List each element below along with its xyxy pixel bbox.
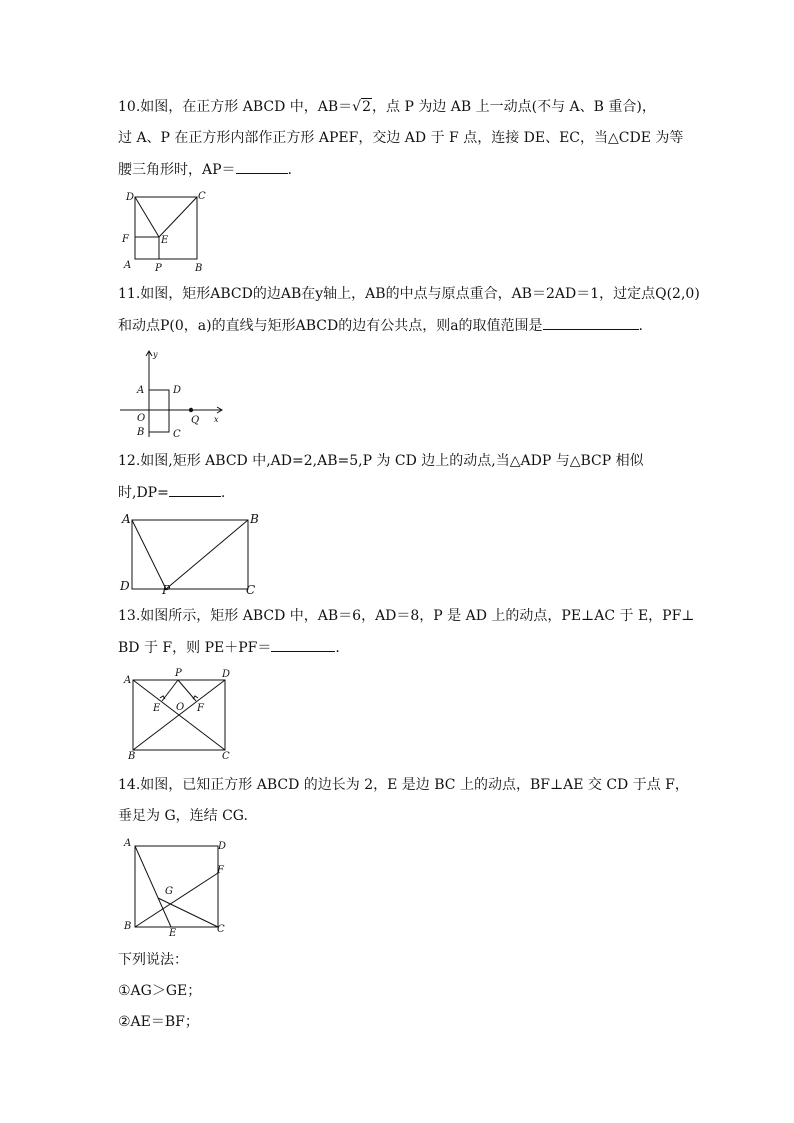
- q11-line2: [118, 315, 643, 336]
- q14-line2: 垂足为 G，连结 CG.: [118, 808, 248, 824]
- label-b: B: [124, 921, 132, 932]
- q11-figure: [118, 345, 228, 440]
- q11-line1: 11.如图，矩形ABCD的边AB在y轴上，AB的中点与原点重合，AB＝2AD＝1，过定点Q(2,0): [118, 286, 700, 302]
- square-abcd: [135, 846, 218, 927]
- q10-line1-b: ，点 P 为边 AB 上一动点(不与 A、B 重合)，: [372, 99, 656, 115]
- label-a: A: [124, 260, 132, 271]
- q11-line2-b: .: [638, 318, 643, 334]
- right-angle-e: [160, 696, 165, 699]
- label-o: O: [137, 413, 146, 424]
- label-p: P: [175, 668, 182, 679]
- label-d: D: [218, 841, 227, 852]
- sqrt-value: 2: [362, 99, 372, 115]
- label-e: E: [153, 703, 161, 714]
- q12-line1: 12.如图,矩形 ABCD 中,AD=2,AB=5,P 为 CD 边上的动点,当△ADP 与△BCP 相似: [118, 453, 644, 469]
- label-b: B: [195, 263, 203, 274]
- rectangle-abcd: [149, 390, 169, 432]
- q14-option-1: ①AG＞GE；: [118, 983, 202, 999]
- answer-blank: [169, 482, 221, 497]
- label-b: B: [250, 512, 259, 526]
- q14-line1: 14.如图，已知正方形 ABCD 的边长为 2，E 是边 BC 上的动点，BF⊥AE 交 CD 于点 F，: [118, 777, 689, 793]
- label-c: C: [246, 583, 256, 597]
- q11-line2-a: 和动点P(0，a)的直线与矩形ABCD的边有公共点，则a的取值范围是: [118, 318, 543, 334]
- q10-line3: [118, 159, 292, 180]
- label-d: D: [173, 385, 182, 396]
- label-c: C: [198, 191, 206, 202]
- q13-line1: 13.如图所示，矩形 ABCD 中，AB＝6，AD＝8，P 是 AD 上的动点，PE⊥AC 于 E，PF⊥: [118, 608, 695, 624]
- label-g: G: [165, 886, 173, 897]
- q10-line3-b: .: [287, 162, 292, 178]
- q13-line2-b: .: [335, 640, 340, 656]
- label-p: P: [155, 263, 162, 274]
- segment-ap: [132, 520, 166, 589]
- q12-line2-a: 时,DP=: [118, 485, 169, 501]
- label-d: D: [120, 579, 130, 593]
- q10-line1-a: 10.如图，在正方形 ABCD 中，AB＝: [118, 99, 353, 115]
- q10-figure: [118, 188, 208, 276]
- label-x: x: [214, 415, 219, 424]
- sqrt-expression: [352, 97, 372, 117]
- segment-bf: [135, 873, 218, 927]
- answer-blank: [543, 315, 639, 330]
- q10-line3-a: 腰三角形时，AP＝: [118, 162, 236, 178]
- q13-line2-a: BD 于 F，则 PE＋PF＝: [118, 640, 272, 656]
- label-o: O: [176, 702, 185, 713]
- label-a: A: [124, 675, 132, 686]
- label-a: A: [124, 838, 132, 849]
- label-p: P: [162, 583, 171, 597]
- label-d: D: [222, 669, 231, 680]
- right-angle-f: [193, 696, 198, 699]
- label-b: B: [137, 427, 145, 438]
- label-f: F: [122, 234, 129, 245]
- point-q: [189, 408, 193, 412]
- label-c: C: [222, 751, 230, 762]
- label-b: B: [128, 751, 136, 762]
- label-q: Q: [191, 415, 200, 426]
- label-e: E: [169, 928, 177, 939]
- q14-options-intro: 下列说法：: [118, 952, 188, 968]
- square-apef: [135, 237, 159, 259]
- label-e: E: [161, 235, 169, 246]
- q12-line2: [118, 482, 225, 503]
- q12-line2-b: .: [220, 485, 226, 501]
- label-y: y: [153, 350, 158, 359]
- q13-figure: [118, 666, 238, 762]
- answer-blank: [236, 159, 288, 174]
- label-c: C: [217, 924, 225, 935]
- label-f: F: [217, 865, 224, 876]
- segment-cg: [158, 898, 218, 927]
- q12-figure: [118, 510, 268, 598]
- segment-ec: [159, 197, 197, 237]
- q14-option-2: ②AE＝BF；: [118, 1014, 199, 1030]
- answer-blank: [271, 637, 335, 652]
- q14-figure: [118, 836, 238, 940]
- sqrt-symbol: √: [352, 99, 362, 115]
- label-a: A: [137, 385, 145, 396]
- q10-line1: [118, 97, 656, 117]
- label-f: F: [197, 703, 204, 714]
- label-a: A: [122, 512, 131, 526]
- label-d: D: [126, 192, 135, 203]
- q13-line2: [118, 637, 340, 658]
- segment-bp: [166, 520, 248, 589]
- q10-line2: 过 A、P 在正方形内部作正方形 APEF，交边 AD 于 F 点，连接 DE、EC，当△CDE 为等: [118, 130, 684, 146]
- label-c: C: [173, 429, 181, 440]
- segment-de: [135, 197, 159, 237]
